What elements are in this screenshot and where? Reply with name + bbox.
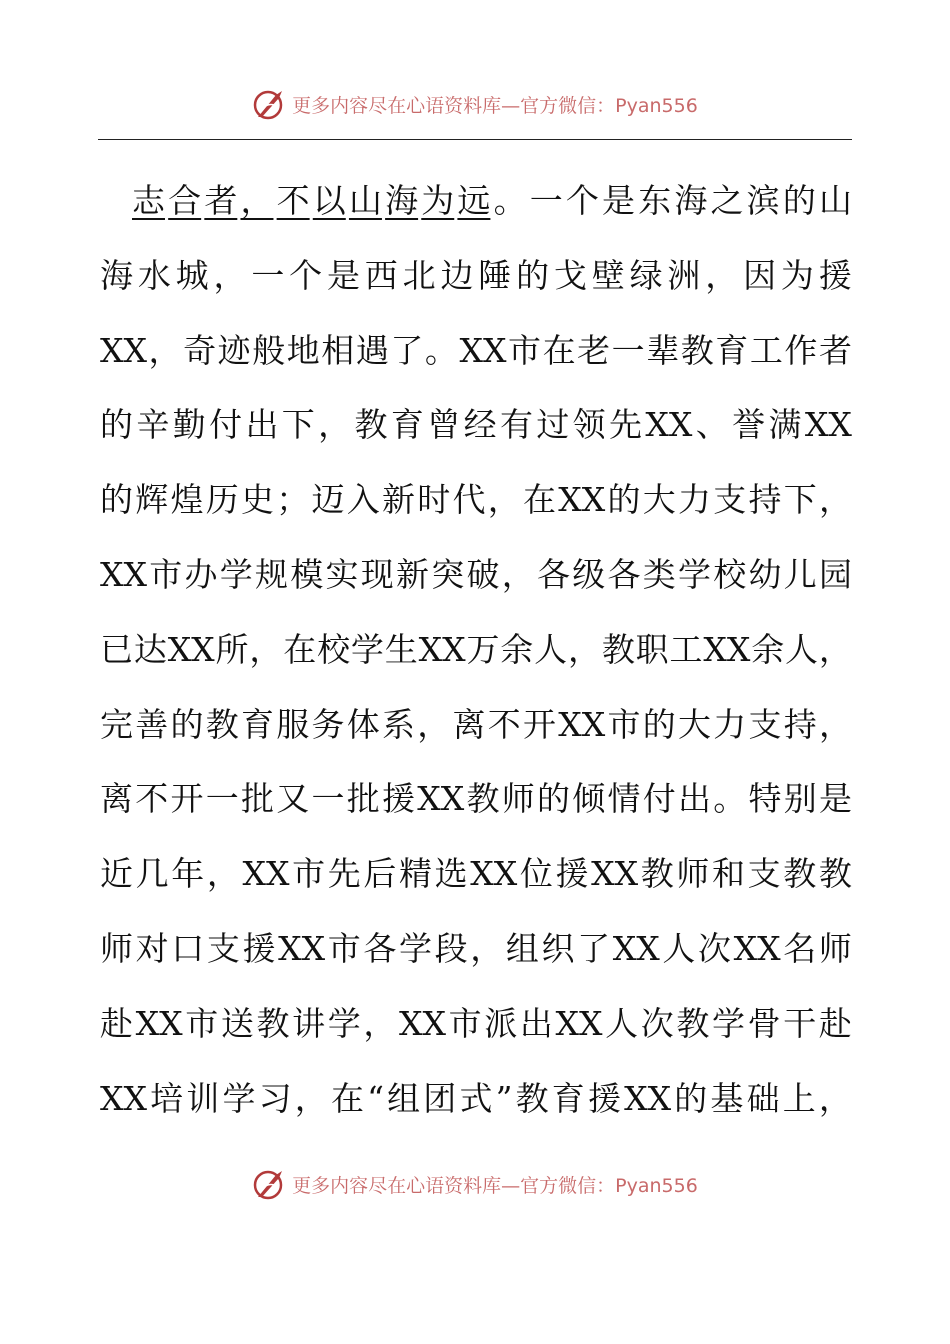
body-char: 了 — [390, 330, 424, 370]
body-char: 市 — [607, 704, 641, 744]
body-char: ， — [501, 554, 535, 594]
body-char: 山 — [818, 181, 852, 220]
body-char: 市 — [149, 554, 183, 594]
body-char: XX — [555, 1003, 603, 1043]
body-char: 团 — [423, 1078, 457, 1118]
body-char: 新 — [396, 554, 429, 594]
body-char: 城 — [175, 255, 209, 295]
body-char: 出 — [245, 405, 279, 445]
body-char: 辈 — [646, 330, 680, 370]
body-char: 支 — [713, 480, 747, 520]
body-char: 西 — [364, 255, 398, 295]
body-char: ， — [417, 704, 451, 744]
body-char: ； — [276, 480, 310, 520]
header-banner — [0, 84, 950, 124]
body-char: XX — [417, 779, 465, 819]
body-char: XX — [399, 1003, 446, 1043]
body-char: 了 — [577, 928, 611, 968]
body-char: 完 — [100, 704, 133, 744]
body-char: 洲 — [667, 255, 701, 295]
body-char: 一 — [611, 330, 645, 370]
body-char: 相 — [321, 330, 355, 370]
body-char: 别 — [783, 779, 817, 819]
body-char: 织 — [541, 928, 575, 968]
body-char: 一 — [205, 779, 239, 819]
body-char: XX — [558, 704, 606, 744]
body-char: 幼 — [748, 554, 782, 594]
body-char: 绿 — [629, 255, 663, 295]
body-char: 是 — [819, 779, 852, 819]
footer-banner — [0, 1164, 950, 1204]
body-char: 力 — [678, 480, 711, 520]
body-char: 各 — [363, 928, 397, 968]
body-char: 下 — [281, 405, 315, 445]
underlined-char: 为 — [421, 181, 455, 220]
body-char: 下 — [783, 480, 817, 520]
body-char: 大 — [642, 480, 676, 520]
body-char: 精 — [399, 854, 432, 894]
body-char: XX — [459, 330, 507, 370]
body-char: 作 — [784, 330, 818, 370]
body-char: 余 — [751, 629, 785, 669]
body-char: 因 — [743, 255, 777, 295]
body-char: ， — [363, 1003, 397, 1043]
body-char: 育 — [241, 704, 274, 744]
body-char: ， — [818, 629, 852, 669]
body-char: 付 — [642, 779, 676, 819]
body-char: 次 — [698, 928, 731, 968]
body-char: 一 — [529, 181, 563, 220]
body-char: 是 — [326, 255, 360, 295]
header-banner-text — [292, 91, 698, 118]
body-char: 辉 — [135, 480, 169, 520]
body-line — [100, 912, 852, 987]
body-char: XX — [135, 1003, 183, 1043]
body-char: 习 — [258, 1078, 292, 1118]
body-char: 园 — [819, 554, 852, 594]
body-char: 赴 — [818, 1003, 852, 1043]
body-char: 援 — [382, 779, 415, 819]
body-line — [100, 164, 852, 239]
body-char: 批 — [241, 779, 274, 819]
body-char: 者 — [818, 330, 852, 370]
body-char: XX — [591, 854, 639, 894]
body-char: 的 — [100, 405, 133, 445]
body-char: 过 — [536, 405, 570, 445]
body-char: 赴 — [100, 1003, 133, 1043]
body-char: 援 — [587, 1078, 621, 1118]
body-char: “ — [367, 1078, 384, 1118]
body-char: 名 — [783, 928, 817, 968]
body-char: 东 — [638, 181, 672, 220]
body-char: 离 — [100, 779, 133, 819]
body-char: 规 — [255, 554, 288, 594]
body-char: ， — [148, 330, 182, 370]
body-char: 领 — [572, 405, 606, 445]
footer-banner-label: 更多内容尽在心语资料库—官方微信： — [292, 1174, 616, 1197]
body-char: 煌 — [170, 480, 204, 520]
body-line — [100, 688, 852, 763]
body-char: 支 — [206, 928, 240, 968]
body-char: 开 — [170, 779, 204, 819]
body-char: 所 — [215, 629, 249, 669]
body-char: 人 — [785, 629, 819, 669]
body-char: 师 — [501, 779, 535, 819]
body-char: 奇 — [183, 330, 217, 370]
body-char: 开 — [523, 704, 556, 744]
body-char: 级 — [572, 554, 606, 594]
body-char: 类 — [642, 554, 676, 594]
body-char: 已 — [100, 629, 133, 669]
document-body — [100, 164, 852, 1136]
body-char: 的 — [537, 779, 570, 819]
body-char: 在 — [283, 629, 317, 669]
body-char: 新 — [382, 480, 415, 520]
body-char: 的 — [782, 181, 816, 220]
body-char: 在 — [523, 480, 556, 520]
body-char: 在 — [542, 330, 576, 370]
body-char: 后 — [363, 854, 397, 894]
body-char: 离 — [452, 704, 486, 744]
body-char: 职 — [635, 629, 669, 669]
body-char: 讲 — [292, 1003, 326, 1043]
header-banner-label: 更多内容尽在心语资料库—官方微信： — [292, 94, 616, 117]
body-char: 学 — [678, 554, 711, 594]
body-char: 市 — [185, 1003, 219, 1043]
underlined-char: 志 — [132, 181, 165, 220]
body-char: 师 — [818, 928, 852, 968]
body-char: 滨 — [746, 181, 780, 220]
body-char: 一 — [251, 255, 285, 295]
body-char: XX — [100, 1078, 147, 1118]
body-char: 上 — [782, 1078, 816, 1118]
body-char: 段 — [434, 928, 468, 968]
body-char: 实 — [325, 554, 359, 594]
body-char: 水 — [137, 255, 171, 295]
body-char: 骨 — [747, 1003, 781, 1043]
body-char: 教 — [680, 330, 714, 370]
body-char: 办 — [184, 554, 218, 594]
body-char: 海 — [100, 255, 133, 295]
body-char: 工 — [669, 629, 703, 669]
body-char: 生 — [384, 629, 418, 669]
body-char: 历 — [205, 480, 239, 520]
body-char: 学 — [327, 1003, 361, 1043]
body-char: 教 — [466, 779, 500, 819]
body-char: 的 — [100, 480, 133, 520]
body-char: 陲 — [478, 255, 512, 295]
body-char: 援 — [818, 255, 852, 295]
body-char: 各 — [537, 554, 570, 594]
body-char: 育 — [551, 1078, 585, 1118]
body-char: 干 — [783, 1003, 817, 1043]
body-char: ， — [206, 854, 240, 894]
body-char: 近 — [100, 854, 133, 894]
underlined-char: 远 — [457, 181, 491, 220]
body-char: 学 — [219, 554, 253, 594]
body-char: 的 — [170, 704, 204, 744]
body-char: XX — [804, 405, 852, 445]
body-char: 次 — [640, 1003, 674, 1043]
body-char: 教 — [676, 1003, 710, 1043]
body-char: ， — [819, 480, 852, 520]
underlined-char: 山 — [348, 181, 382, 220]
body-char: 有 — [499, 405, 533, 445]
body-char: 。 — [713, 779, 747, 819]
body-char: ” — [495, 1078, 513, 1118]
body-char: 人 — [662, 928, 696, 968]
body-line — [100, 314, 852, 389]
quill-logo-icon — [252, 1167, 286, 1201]
body-char: ， — [213, 255, 247, 295]
body-char: 般 — [252, 330, 286, 370]
body-char: 善 — [135, 704, 169, 744]
body-char: XX — [612, 928, 660, 968]
body-char: ， — [819, 704, 852, 744]
body-char: XX — [624, 1078, 672, 1118]
header-divider — [98, 139, 852, 140]
body-char: 遇 — [355, 330, 389, 370]
body-char: 教 — [783, 854, 817, 894]
body-char: 万 — [466, 629, 500, 669]
footer-banner-text — [292, 1171, 698, 1198]
body-char: 先 — [609, 405, 643, 445]
header-wechat-id: Pyan556 — [615, 94, 698, 117]
body-char: XX — [558, 480, 606, 520]
body-char: 市 — [292, 854, 326, 894]
body-char: 支 — [748, 704, 782, 744]
body-char: 系 — [382, 704, 415, 744]
body-char: 持 — [783, 704, 817, 744]
body-char: 人 — [605, 1003, 639, 1043]
body-char: 勤 — [172, 405, 206, 445]
body-char: 力 — [713, 704, 747, 744]
body-line — [100, 613, 852, 688]
body-char: 几 — [135, 854, 169, 894]
underlined-char: 者 — [204, 181, 238, 220]
body-char: 口 — [171, 928, 205, 968]
body-char: XX — [470, 854, 518, 894]
body-char: 倾 — [572, 779, 606, 819]
body-char: 体 — [346, 704, 380, 744]
body-char: 突 — [431, 554, 465, 594]
body-char: 出 — [519, 1003, 553, 1043]
body-line — [100, 1062, 852, 1137]
body-char: ， — [318, 405, 352, 445]
body-char: 代 — [452, 480, 486, 520]
body-char: 教 — [515, 1078, 549, 1118]
body-char: 服 — [276, 704, 310, 744]
body-char: 特 — [748, 779, 782, 819]
body-line — [100, 463, 852, 538]
underlined-char: ， — [240, 181, 274, 220]
body-char: 学 — [350, 629, 384, 669]
body-line — [100, 388, 852, 463]
body-char: 付 — [209, 405, 243, 445]
body-char: XX — [167, 629, 215, 669]
body-char: 人 — [534, 629, 568, 669]
body-line — [100, 239, 852, 314]
body-line — [100, 987, 852, 1062]
body-char: 工 — [749, 330, 783, 370]
body-char: 又 — [276, 779, 310, 819]
body-char: 学 — [712, 1003, 745, 1043]
body-char: 学 — [399, 928, 432, 968]
body-char: 教 — [354, 405, 388, 445]
body-char: XX — [100, 330, 147, 370]
body-char: 校 — [713, 554, 747, 594]
body-char: 老 — [577, 330, 611, 370]
body-char: 曾 — [427, 405, 461, 445]
body-char: 是 — [602, 181, 636, 220]
body-char: 对 — [135, 928, 169, 968]
body-char: XX — [278, 928, 326, 968]
body-char: XX — [645, 405, 693, 445]
body-char: XX — [733, 928, 781, 968]
body-char: 式 — [459, 1078, 493, 1118]
body-char: 培 — [150, 1078, 184, 1118]
quill-logo-icon — [252, 87, 286, 121]
body-char: 教 — [256, 1003, 290, 1043]
underlined-char: 海 — [385, 181, 419, 220]
body-char: 持 — [748, 480, 782, 520]
body-char: 派 — [484, 1003, 518, 1043]
body-char: 。 — [493, 181, 527, 220]
body-char: 辛 — [136, 405, 170, 445]
body-char: 模 — [290, 554, 324, 594]
body-char: 之 — [710, 181, 744, 220]
body-char: 情 — [607, 779, 641, 819]
body-char: 海 — [674, 181, 708, 220]
body-char: 批 — [346, 779, 380, 819]
body-char: ， — [705, 255, 739, 295]
body-char: 史 — [241, 480, 274, 520]
body-char: 的 — [607, 480, 641, 520]
body-char: 破 — [466, 554, 500, 594]
body-char: 儿 — [783, 554, 817, 594]
body-char: 一 — [311, 779, 345, 819]
body-char: 市 — [448, 1003, 482, 1043]
body-char: XX — [418, 629, 466, 669]
body-char: 迹 — [217, 330, 251, 370]
body-char: XX — [242, 854, 290, 894]
body-char: 经 — [463, 405, 497, 445]
body-char: 位 — [519, 854, 553, 894]
body-char: 誉 — [732, 405, 766, 445]
body-char: 送 — [220, 1003, 254, 1043]
body-char: 支 — [747, 854, 781, 894]
body-char: 、 — [695, 405, 729, 445]
body-char: 边 — [440, 255, 474, 295]
body-char: ， — [294, 1078, 328, 1118]
body-char: 迈 — [311, 480, 345, 520]
body-char: 各 — [607, 554, 641, 594]
body-line — [100, 538, 852, 613]
body-char: 余 — [500, 629, 534, 669]
body-char: 援 — [555, 854, 589, 894]
body-char: ， — [470, 928, 504, 968]
body-char: 时 — [417, 480, 451, 520]
body-char: 入 — [346, 480, 380, 520]
underlined-char: 合 — [168, 181, 202, 220]
body-char: 教 — [205, 704, 239, 744]
body-char: 选 — [434, 854, 468, 894]
body-char: XX — [703, 629, 751, 669]
body-char: 。 — [424, 330, 458, 370]
body-char: ， — [487, 480, 521, 520]
body-char: 市 — [327, 928, 361, 968]
body-char: 师 — [676, 854, 710, 894]
body-char: 校 — [317, 629, 351, 669]
body-char: 师 — [100, 928, 133, 968]
footer-wechat-id: Pyan556 — [615, 1174, 698, 1197]
body-char: ， — [567, 629, 601, 669]
body-char: 达 — [133, 629, 167, 669]
body-char: 先 — [327, 854, 361, 894]
body-char: 现 — [360, 554, 394, 594]
body-char: 的 — [674, 1078, 708, 1118]
body-char: 教 — [640, 854, 674, 894]
body-char: 在 — [330, 1078, 364, 1118]
body-char: 出 — [678, 779, 711, 819]
body-char: 戈 — [553, 255, 587, 295]
body-line — [100, 837, 852, 912]
body-char: 的 — [642, 704, 676, 744]
body-char: 育 — [715, 330, 749, 370]
body-char: 年 — [171, 854, 205, 894]
body-char: 个 — [289, 255, 323, 295]
body-char: 和 — [712, 854, 745, 894]
body-char: 教 — [601, 629, 635, 669]
body-char: ， — [818, 1078, 852, 1118]
body-char: 组 — [505, 928, 539, 968]
body-char: 满 — [768, 405, 802, 445]
body-char: 大 — [678, 704, 711, 744]
body-char: 援 — [242, 928, 276, 968]
body-char: 基 — [710, 1078, 744, 1118]
body-char: 学 — [222, 1078, 256, 1118]
body-char: 组 — [387, 1078, 421, 1118]
body-char: 市 — [508, 330, 542, 370]
underlined-char: 不 — [276, 181, 310, 220]
body-char: 地 — [286, 330, 320, 370]
body-char: ， — [249, 629, 283, 669]
body-char: 育 — [390, 405, 424, 445]
body-char: 不 — [487, 704, 521, 744]
body-char: 教 — [818, 854, 852, 894]
body-char: 壁 — [591, 255, 625, 295]
body-line — [100, 762, 852, 837]
body-char: 务 — [311, 704, 345, 744]
body-char: 北 — [402, 255, 436, 295]
body-char: XX — [100, 554, 147, 594]
body-char: 不 — [135, 779, 169, 819]
underlined-char: 以 — [312, 181, 346, 220]
body-char: 个 — [565, 181, 599, 220]
body-char: 的 — [516, 255, 550, 295]
body-char: 训 — [186, 1078, 220, 1118]
body-char: 础 — [746, 1078, 780, 1118]
body-char: 为 — [780, 255, 814, 295]
